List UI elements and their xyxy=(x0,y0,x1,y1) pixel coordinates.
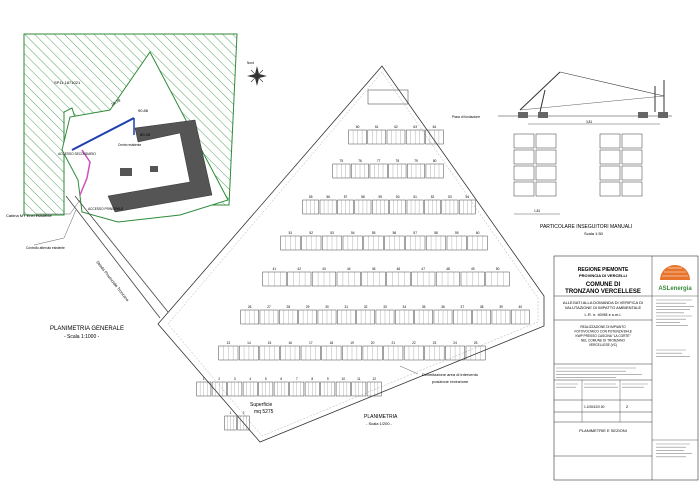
detail-panel xyxy=(514,166,534,180)
panel-number: 16 xyxy=(288,341,292,345)
compass-label: Nord xyxy=(247,61,254,65)
panel-number: 51 xyxy=(288,231,293,235)
access-secondary-label: ACCESSO SECONDARIO xyxy=(58,152,96,156)
panel-number: 45 xyxy=(371,267,376,271)
panel-number: 31 xyxy=(344,305,349,309)
array-boundary-label: Delimitazione area di intervento xyxy=(422,372,479,377)
region-label: REGIONE PIEMONTE xyxy=(577,267,629,273)
panel-number: 20 xyxy=(370,341,375,345)
panel-number: 52 xyxy=(430,195,435,199)
title-block-small-text xyxy=(556,300,694,457)
panel-number: 27 xyxy=(267,305,271,309)
detail-title: PARTICOLARE INSEGUITORI MANUALI xyxy=(540,224,633,230)
panel-number: 58 xyxy=(361,195,365,199)
drawing-title: PLANIMETRIE E SEZIONI xyxy=(579,428,627,433)
panel-number: 30 xyxy=(325,305,329,309)
panel-number: 2 xyxy=(218,377,221,381)
panel-number: 32 xyxy=(363,305,368,309)
site-plan-title: PLANIMETRIA GENERALE xyxy=(50,326,125,332)
panel-number: 11 xyxy=(357,377,361,381)
existing-building-label: Centro esistente xyxy=(118,143,142,147)
detail-panel xyxy=(600,166,620,180)
comune-name: TRONZANO VERCELLESE xyxy=(565,289,641,295)
sheet-number: 2 xyxy=(626,404,629,409)
panel-number: 80 xyxy=(432,159,437,163)
panel-number: 40 xyxy=(518,305,523,309)
array-plan-title: PLANIMETRIA xyxy=(364,414,398,420)
panel-side xyxy=(520,72,560,110)
existing-control-label: Controllo attenuto esistente xyxy=(26,246,65,250)
panel-number: 42 xyxy=(297,267,301,271)
panel-number: 8 xyxy=(311,377,314,381)
panel-number: 17 xyxy=(308,341,313,345)
panel-number: 12 xyxy=(372,377,377,381)
parcel-label: SP11 1871021 xyxy=(54,80,81,85)
panel-number: 56 xyxy=(392,231,397,235)
panel-number: 1 xyxy=(229,411,232,415)
detail-panel xyxy=(536,182,556,196)
panel-number: 10 xyxy=(341,377,346,381)
panel-number: 50 xyxy=(395,195,400,199)
detail-panel xyxy=(536,166,556,180)
dim-label-b: 80.28 xyxy=(140,132,151,137)
panel-number: 28 xyxy=(286,305,291,309)
panel-number: 6 xyxy=(280,377,283,381)
panel-number: 60 xyxy=(355,125,360,129)
panel-number: 55 xyxy=(371,231,376,235)
panel-number: 9 xyxy=(326,377,329,381)
dim-label-a: 90.88 xyxy=(138,108,149,113)
panel-number: 61 xyxy=(375,125,379,129)
panel-number: 2 xyxy=(242,411,245,415)
panel-number: 22 xyxy=(412,341,416,345)
panel-number: 57 xyxy=(413,231,417,235)
panel-number: 29 xyxy=(305,305,310,309)
panel-number: 3 xyxy=(233,377,236,381)
detail-panel xyxy=(622,182,642,196)
array-plan-scale: - Scala 1/200 - xyxy=(366,421,393,426)
panel-number: 58 xyxy=(434,231,438,235)
panel-row-top xyxy=(368,90,408,104)
tracker-base-4 xyxy=(658,112,668,118)
panel-number: 59 xyxy=(455,231,459,235)
comune-label: COMUNE DI xyxy=(585,282,621,288)
detail-panel xyxy=(514,150,534,164)
panel-number: 77 xyxy=(376,159,381,163)
panel-number: 44 xyxy=(347,267,351,271)
panel-number: 54 xyxy=(351,231,355,235)
panel-number: 76 xyxy=(358,159,362,163)
panel-number: 33 xyxy=(383,305,387,309)
panel-number: 59 xyxy=(378,195,383,199)
panel-number: 47 xyxy=(421,267,425,271)
panel-number: 25 xyxy=(473,341,478,345)
detail-dim-depth: 3,81 xyxy=(586,120,593,124)
detail-dim-width: 1,81 xyxy=(534,209,541,213)
tracker-base-2 xyxy=(538,112,548,118)
site-plan-scale: - Scala 1:1000 - xyxy=(64,334,100,340)
panel-number: 18 xyxy=(329,341,334,345)
connection-label: Cabina MT Enel esistente xyxy=(6,213,52,218)
panel-number: 60 xyxy=(475,231,480,235)
panel-number: 24 xyxy=(453,341,457,345)
detail-panel xyxy=(536,134,556,148)
detail-panel xyxy=(600,134,620,148)
small-building-2 xyxy=(150,166,158,172)
detail-panel xyxy=(600,182,620,196)
panel-number: 19 xyxy=(350,341,354,345)
panel-number: 21 xyxy=(391,341,396,345)
panel-number: 39 xyxy=(499,305,503,309)
tracker-post xyxy=(540,90,545,112)
detail-ground-label: Piano di fondazione xyxy=(452,115,481,119)
panel-number: 64 xyxy=(432,125,437,129)
detail-panel xyxy=(622,166,642,180)
array-surface-label: Superficie xyxy=(250,402,273,408)
panel-number: 38 xyxy=(479,305,484,309)
panel-number: 4 xyxy=(249,377,252,381)
detail-panel xyxy=(622,134,642,148)
detail-panel xyxy=(600,150,620,164)
detail-panel xyxy=(514,134,534,148)
panel-number: 56 xyxy=(326,195,330,199)
panel-number: 37 xyxy=(460,305,465,309)
array-surface-value: mq 5275 xyxy=(254,409,274,415)
panel-number: 26 xyxy=(247,305,252,309)
panel-number: 52 xyxy=(309,231,313,235)
road-label: Strada Provinciale Tronzano xyxy=(95,259,131,303)
panel-number: 79 xyxy=(414,159,418,163)
attachment-text: ALLEGATI ALLA DOMANDA DI VERIFICA DI VALUTAZIONE DI IMPATTO AMBIENTALE xyxy=(562,300,644,310)
tracker-base-3 xyxy=(638,112,648,118)
detail-panel xyxy=(514,182,534,196)
panel-number: 78 xyxy=(395,159,400,163)
array-boundary-label-2: posizione recinzione xyxy=(432,379,469,384)
panel-number: 49 xyxy=(471,267,475,271)
panel-number: 53 xyxy=(448,195,452,199)
tracker-detail xyxy=(452,72,672,236)
panel-number: 75 xyxy=(339,159,344,163)
panel-number: 14 xyxy=(247,341,251,345)
access-main-label: ACCESSO PRINCIPALE xyxy=(88,207,124,211)
panel-number: 63 xyxy=(413,125,417,129)
panel-number: 48 xyxy=(446,267,450,271)
title-block xyxy=(554,256,698,480)
company-logo-icon xyxy=(660,265,690,280)
description-text: REALIZZAZIONE DI IMPIANTO FOTOVOLTAICO CON POTENZA 994,8 KWP PRESSO CASCINA "LA CORTE" NEL COMUNE DI TRONZANO VERCELLESE (VC) xyxy=(574,325,632,347)
panel-number: 54 xyxy=(465,195,470,199)
panel-number: 50 xyxy=(495,267,500,271)
drawing-number: 1.1/06/12/0.00 xyxy=(584,405,605,409)
province-label: PROVINCIA DI VERCELLI xyxy=(578,273,628,278)
panel-number: 57 xyxy=(343,195,348,199)
panel-number: 35 xyxy=(421,305,426,309)
panel-number: 55 xyxy=(308,195,313,199)
small-building xyxy=(120,168,132,176)
panel-number: 34 xyxy=(402,305,407,309)
company-name: ASLenergia xyxy=(658,286,692,292)
tracker-base xyxy=(518,112,528,118)
panel-number: 43 xyxy=(322,267,326,271)
compass-icon xyxy=(247,61,267,86)
panel-rows xyxy=(197,90,530,430)
panel-number: 36 xyxy=(441,305,445,309)
law-text: L.R. n. 40/98 e s.m.i. xyxy=(584,312,622,317)
detail-panel-grid xyxy=(514,134,642,196)
panel-number: 15 xyxy=(267,341,272,345)
panel-number: 5 xyxy=(264,377,267,381)
detail-scale: Scala 1:50 xyxy=(584,231,603,236)
panel-number: 1 xyxy=(202,377,205,381)
detail-panel xyxy=(622,150,642,164)
dim-label-c: 18.78 xyxy=(110,97,122,107)
detail-panel xyxy=(536,150,556,164)
panel-number: 41 xyxy=(272,267,277,271)
panel-number: 51 xyxy=(413,195,417,199)
panel-number: 23 xyxy=(432,341,437,345)
panel-number: 7 xyxy=(295,377,298,381)
site-plan xyxy=(6,34,237,340)
panel-side-2 xyxy=(560,72,664,96)
panel-number: 13 xyxy=(226,341,231,345)
boundary-leader xyxy=(400,366,418,374)
panel-number: 46 xyxy=(396,267,401,271)
panel-number: 53 xyxy=(330,231,334,235)
panel-number: 62 xyxy=(394,125,398,129)
